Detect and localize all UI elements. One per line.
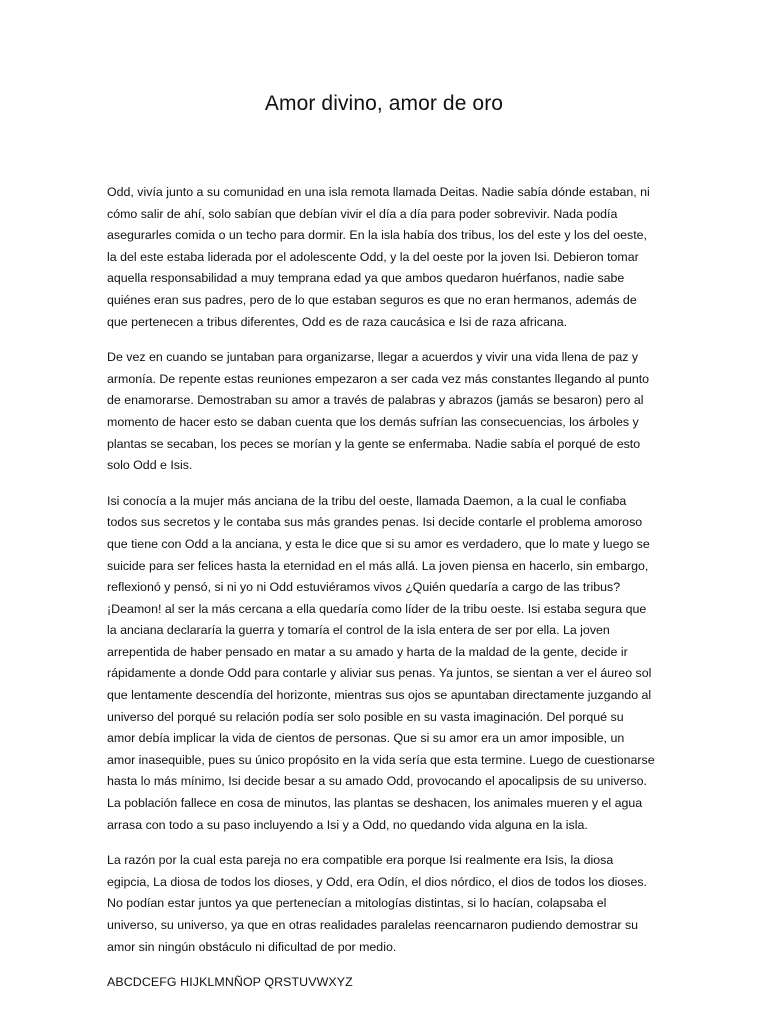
- paragraph-1: Odd, vivía junto a su comunidad en una isla remota llamada Deitas. Nadie sabía dónde estaban, ni cómo salir de ahí, solo sabían que debían vivir el día a día para poder sobrevivir. Nada podía asegurarles comida o un techo para dormir. En la isla había dos tribus, los del este y los del oeste, la del este estaba liderada por el adolescente Odd, y la del oeste por la joven Isi. Debieron tomar aquella responsabilidad a muy temprana edad ya que ambos quedaron huérfanos, nadie sabe quiénes eran sus padres, pero de lo que estaban seguros es que no eran hermanos, además de que pertenecen a tribus diferentes, Odd es de raza caucásica e Isi de raza africana.: [107, 185, 650, 329]
- document-title: Amor divino, amor de oro: [264, 92, 504, 115]
- document-body: [107, 182, 655, 994]
- paragraph-2: De vez en cuando se juntaban para organizarse, llegar a acuerdos y vivir una vida llena de paz y armonía. De repente estas reuniones empezaron a ser cada vez más constantes llegando al punto de enamorarse. Demostraban su amor a través de palabras y abrazos (jamás se besaron) pero al momento de hacer esto se daban cuenta que los demás sufrían las consecuencias, los árboles y plantas se secaban, los peces se morían y la gente se enfermaba. Nadie sabía el porqué de esto solo Odd e Isis.: [107, 350, 650, 473]
- paragraph-3: Isi conocía a la mujer más anciana de la tribu del oeste, llamada Daemon, a la cual le confiaba todos sus secretos y le contaba sus más grandes penas. Isi decide contarle el problema amoroso que tiene con Odd a la anciana, y esta le dice que si su amor es verdadero, que lo mate y luego se suicide para ser felices hasta la eternidad en el más allá. La joven piensa en hacerlo, sin embargo, reflexionó y pensó, si ni yo ni Odd estuviéramos vivos ¿Quién quedaría a cargo de las tribus? ¡Deamon! al ser la más cercana a ella quedaría como líder de la tribu oeste. Isi estaba segura que la anciana declararía la guerra y tomaría el control de la isla entera de ser por ella. La joven arrepentida de haber pensado en matar a su amado y harta de la maldad de la gente, decide ir rápidamente a donde Odd para contarle y aliviar sus penas. Ya juntos, se sientan a ver el áureo sol que lentamente descendía del horizonte, mientras sus ojos se apuntaban directamente juzgando al universo del porqué su relación podía ser solo posible en su vasta imaginación. Del porqué su amor debía implicar la vida de cientos de personas. Que si su amor era un amor imposible, un amor inasequible, pues su único propósito en la vida sería que esta termine. Luego de cuestionarse hasta lo más mínimo, Isi decide besar a su amado Odd, provocando el apocalipsis de su universo. La población fallece en cosa de minutos, las plantas se deshacen, los animales mueren y el agua arrasa con todo a su paso incluyendo a Isi y a Odd, no quedando vida alguna en la isla.: [107, 493, 655, 832]
- paragraph-4: La razón por la cual esta pareja no era compatible era porque Isi realmente era Isis, la diosa egipcia, La diosa de todos los dioses, y Odd, era Odín, el dios nórdico, el dios de todos los dioses. No podían estar juntos ya que pertenecían a mitologías distintas, si lo hacían, colapsaba el universo, su universo, ya que en otras realidades paralelas reencarnaron pudiendo demostrar su amor sin ningún obstáculo ni dificultad de por medio.: [107, 853, 648, 954]
- alphabet-line: ABCDCEFG HIJKLMNÑOP QRSTUVWXYZ: [107, 975, 353, 990]
